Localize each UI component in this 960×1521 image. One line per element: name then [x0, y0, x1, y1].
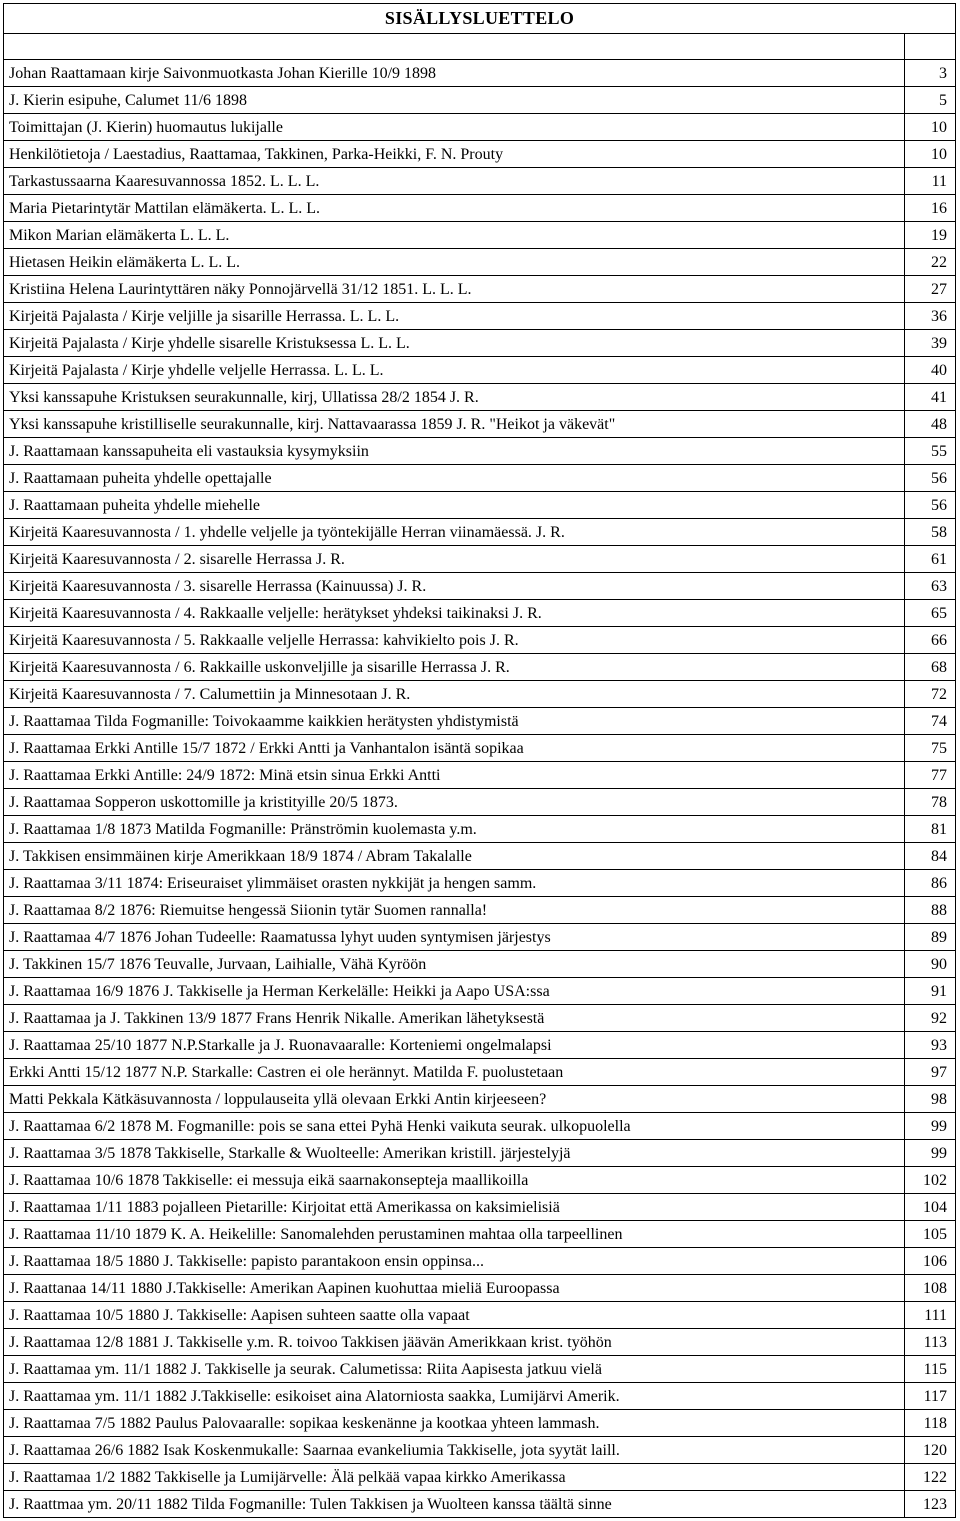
toc-entry-title: J. Raattamaa 12/8 1881 J. Takkiselle y.m. R. toivoo Takkisen jäävän Amerikkaan krist. työhön [4, 1329, 905, 1356]
toc-page-number: 27 [905, 276, 956, 303]
toc-entry-title: Maria Pietarintytär Mattilan elämäkerta. L. L. L. [4, 195, 905, 222]
toc-page-number: 97 [905, 1059, 956, 1086]
toc-page-number: 77 [905, 762, 956, 789]
toc-page-number: 91 [905, 978, 956, 1005]
toc-entry-title: J. Raattamaan puheita yhdelle opettajalle [4, 465, 905, 492]
toc-row [4, 789, 956, 816]
toc-page-number: 40 [905, 357, 956, 384]
toc-page-number: 81 [905, 816, 956, 843]
toc-entry-title: J. Raattamaa Erkki Antille 15/7 1872 / Erkki Antti ja Vanhantalon isäntä sopikaa [4, 735, 905, 762]
toc-page-number: 74 [905, 708, 956, 735]
toc-entry-title: Matti Pekkala Kätkäsuvannosta / loppulauseita yllä olevaan Erkki Antin kirjeeseen? [4, 1086, 905, 1113]
toc-page-number: 10 [905, 114, 956, 141]
toc-page-number: 99 [905, 1113, 956, 1140]
toc-row [4, 141, 956, 168]
toc-page-number: 115 [905, 1356, 956, 1383]
toc-page-number: 86 [905, 870, 956, 897]
toc-entry-title: J. Raattamaa 3/11 1874: Eriseuraiset ylimmäiset orasten nykkijät ja hengen samm. [4, 870, 905, 897]
toc-entry-title: J. Raattamaa 6/2 1878 M. Fogmanille: pois se sana ettei Pyhä Henki vaikuta seurak. ulkopuolella [4, 1113, 905, 1140]
toc-entry-title: J. Raattamaa 1/11 1883 pojalleen Pietarille: Kirjoitat että Amerikassa on kaksimielisiä [4, 1194, 905, 1221]
blank-row [4, 34, 956, 60]
toc-page-number: 72 [905, 681, 956, 708]
toc-entry-title: J. Raattamaa 1/8 1873 Matilda Fogmanille: Pränströmin kuolemasta y.m. [4, 816, 905, 843]
toc-page-number: 104 [905, 1194, 956, 1221]
toc-row [4, 276, 956, 303]
toc-row [4, 1032, 956, 1059]
toc-row [4, 222, 956, 249]
toc-row [4, 1005, 956, 1032]
toc-row [4, 60, 956, 87]
toc-page-number: 122 [905, 1464, 956, 1491]
toc-entry-title: J. Raattamaa Erkki Antille: 24/9 1872: Minä etsin sinua Erkki Antti [4, 762, 905, 789]
toc-page-number: 58 [905, 519, 956, 546]
toc-entry-title: Kirjeitä Kaaresuvannosta / 4. Rakkaalle veljelle: herätykset yhdeksi taikinaksi J. R. [4, 600, 905, 627]
toc-row [4, 519, 956, 546]
toc-entry-title: Kirjeitä Kaaresuvannosta / 5. Rakkaalle veljelle Herrassa: kahvikielto pois J. R. [4, 627, 905, 654]
toc-entry-title: Johan Raattamaan kirje Saivonmuotkasta Johan Kierille 10/9 1898 [4, 60, 905, 87]
toc-row [4, 438, 956, 465]
toc-page-number: 3 [905, 60, 956, 87]
toc-page-number: 55 [905, 438, 956, 465]
toc-row [4, 330, 956, 357]
toc-page-number: 56 [905, 492, 956, 519]
toc-page-number: 123 [905, 1491, 956, 1518]
toc-row [4, 168, 956, 195]
toc-entry-title: Kristiina Helena Laurintyttären näky Ponnojärvellä 31/12 1851. L. L. L. [4, 276, 905, 303]
toc-page-number: 106 [905, 1248, 956, 1275]
toc-row [4, 924, 956, 951]
toc-row [4, 492, 956, 519]
toc-row [4, 195, 956, 222]
toc-page-number: 98 [905, 1086, 956, 1113]
toc-row [4, 870, 956, 897]
toc-entry-title: J. Raattamaa 7/5 1882 Paulus Palovaaralle: sopikaa keskenänne ja kootkaa yhteen lammash. [4, 1410, 905, 1437]
toc-entry-title: J. Raattamaa ja J. Takkinen 13/9 1877 Frans Henrik Nikalle. Amerikan lähetyksestä [4, 1005, 905, 1032]
toc-row [4, 1059, 956, 1086]
toc-entry-title: Tarkastussaarna Kaaresuvannossa 1852. L. L. L. [4, 168, 905, 195]
toc-row [4, 1302, 956, 1329]
toc-page-number: 66 [905, 627, 956, 654]
toc-page-number: 92 [905, 1005, 956, 1032]
toc-row [4, 843, 956, 870]
toc-page-number: 41 [905, 384, 956, 411]
toc-entry-title: J. Kierin esipuhe, Calumet 11/6 1898 [4, 87, 905, 114]
toc-row [4, 249, 956, 276]
toc-entry-title: J. Raattamaa Tilda Fogmanille: Toivokaamme kaikkien herätysten yhdistymistä [4, 708, 905, 735]
toc-entry-title: Kirjeitä Kaaresuvannosta / 1. yhdelle veljelle ja työntekijälle Herran viinamäessä. J. R. [4, 519, 905, 546]
page-title: SISÄLLYSLUETTELO [4, 4, 956, 34]
toc-entry-title: J. Raattamaa ym. 11/1 1882 J.Takkiselle: esikoiset aina Alatorniosta saakka, Lumijärvi Amerik. [4, 1383, 905, 1410]
blank-cell [4, 34, 905, 60]
toc-page-number: 75 [905, 735, 956, 762]
toc-page-number: 84 [905, 843, 956, 870]
toc-entry-title: J. Raattamaa 10/6 1878 Takkiselle: ei messuja eikä saarnakonsepteja maallikoilla [4, 1167, 905, 1194]
toc-entry-title: Kirjeitä Kaaresuvannosta / 6. Rakkaille uskonveljille ja sisarille Herrassa J. R. [4, 654, 905, 681]
toc-row [4, 357, 956, 384]
toc-row [4, 1275, 956, 1302]
toc-row [4, 1464, 956, 1491]
toc-entry-title: Kirjeitä Kaaresuvannosta / 2. sisarelle Herrassa J. R. [4, 546, 905, 573]
toc-entry-title: J. Takkinen 15/7 1876 Teuvalle, Jurvaan, Laihialle, Vähä Kyröön [4, 951, 905, 978]
toc-row [4, 1437, 956, 1464]
toc-page-number: 117 [905, 1383, 956, 1410]
toc-row [4, 114, 956, 141]
toc-entry-title: Henkilötietoja / Laestadius, Raattamaa, Takkinen, Parka-Heikki, F. N. Prouty [4, 141, 905, 168]
toc-row [4, 1167, 956, 1194]
toc-entry-title: Toimittajan (J. Kierin) huomautus lukijalle [4, 114, 905, 141]
toc-page-number: 118 [905, 1410, 956, 1437]
toc-page-number: 113 [905, 1329, 956, 1356]
toc-page-number: 11 [905, 168, 956, 195]
toc-entry-title: Erkki Antti 15/12 1877 N.P. Starkalle: Castren ei ole herännyt. Matilda F. puolustetaan [4, 1059, 905, 1086]
toc-row [4, 735, 956, 762]
toc-row [4, 897, 956, 924]
toc-row [4, 951, 956, 978]
toc-page-number: 48 [905, 411, 956, 438]
toc-entry-title: J. Raattamaa 26/6 1882 Isak Koskenmukalle: Saarnaa evankeliumia Takkiselle, jota syytät laill. [4, 1437, 905, 1464]
toc-entry-title: J. Raattamaa 11/10 1879 K. A. Heikelille: Sanomalehden perustaminen mahtaa olla tarpeellinen [4, 1221, 905, 1248]
toc-row [4, 681, 956, 708]
toc-page-number: 19 [905, 222, 956, 249]
toc-page-number: 65 [905, 600, 956, 627]
toc-row [4, 546, 956, 573]
toc-entry-title: Hietasen Heikin elämäkerta L. L. L. [4, 249, 905, 276]
toc-page-number: 102 [905, 1167, 956, 1194]
toc-page-number: 108 [905, 1275, 956, 1302]
toc-row [4, 1140, 956, 1167]
toc-row [4, 654, 956, 681]
toc-entry-title: J. Raattamaan kanssapuheita eli vastauksia kysymyksiin [4, 438, 905, 465]
toc-row [4, 600, 956, 627]
toc-entry-title: J. Raattamaa 3/5 1878 Takkiselle, Starkalle & Wuolteelle: Amerikan kristill. järjestelyjä [4, 1140, 905, 1167]
table-of-contents [3, 3, 956, 1518]
toc-row [4, 1221, 956, 1248]
toc-row [4, 411, 956, 438]
toc-row [4, 1383, 956, 1410]
toc-page-number: 36 [905, 303, 956, 330]
toc-row [4, 1113, 956, 1140]
toc-entry-title: J. Raattamaa 10/5 1880 J. Takkiselle: Aapisen suhteen saatte olla vapaat [4, 1302, 905, 1329]
toc-row [4, 978, 956, 1005]
toc-row [4, 816, 956, 843]
toc-row [4, 1194, 956, 1221]
toc-entry-title: Kirjeitä Pajalasta / Kirje yhdelle veljelle Herrassa. L. L. L. [4, 357, 905, 384]
toc-entry-title: Yksi kanssapuhe kristilliselle seurakunnalle, kirj. Nattavaarassa 1859 J. R. "Heikot ja väkevät" [4, 411, 905, 438]
toc-entry-title: Mikon Marian elämäkerta L. L. L. [4, 222, 905, 249]
toc-entry-title: J. Raattamaa 4/7 1876 Johan Tudeelle: Raamatussa lyhyt uuden syntymisen järjestys [4, 924, 905, 951]
toc-entry-title: J. Raattamaa 1/2 1882 Takkiselle ja Lumijärvelle: Älä pelkää vapaa kirkko Amerikassa [4, 1464, 905, 1491]
toc-page-number: 93 [905, 1032, 956, 1059]
toc-page-number: 10 [905, 141, 956, 168]
toc-row [4, 1329, 956, 1356]
toc-row [4, 627, 956, 654]
toc-entry-title: J. Takkisen ensimmäinen kirje Amerikkaan 18/9 1874 / Abram Takalalle [4, 843, 905, 870]
toc-page-number: 39 [905, 330, 956, 357]
toc-entry-title: J. Raattamaa Sopperon uskottomille ja kristityille 20/5 1873. [4, 789, 905, 816]
toc-page-number: 89 [905, 924, 956, 951]
toc-row [4, 303, 956, 330]
toc-entry-title: J. Raattamaa 25/10 1877 N.P.Starkalle ja J. Ruonavaaralle: Korteniemi ongelmalapsi [4, 1032, 905, 1059]
toc-entry-title: J. Raattamaa 18/5 1880 J. Takkiselle: papisto parantakoon ensin oppinsa... [4, 1248, 905, 1275]
toc-page-number: 16 [905, 195, 956, 222]
toc-row [4, 1248, 956, 1275]
toc-entry-title: J. Raattanaa 14/11 1880 J.Takkiselle: Amerikan Aapinen kuohuttaa mieliä Euroopassa [4, 1275, 905, 1302]
blank-cell [905, 34, 956, 60]
toc-page-number: 88 [905, 897, 956, 924]
toc-entry-title: Kirjeitä Kaaresuvannosta / 7. Calumettiin ja Minnesotaan J. R. [4, 681, 905, 708]
toc-entry-title: Kirjeitä Pajalasta / Kirje yhdelle sisarelle Kristuksessa L. L. L. [4, 330, 905, 357]
toc-entry-title: J. Raattamaa ym. 11/1 1882 J. Takkiselle ja seurak. Calumetissa: Riita Aapisesta jatkuu vielä [4, 1356, 905, 1383]
toc-page-number: 63 [905, 573, 956, 600]
toc-body [4, 4, 956, 1518]
toc-entry-title: Kirjeitä Pajalasta / Kirje veljille ja sisarille Herrassa. L. L. L. [4, 303, 905, 330]
toc-entry-title: Yksi kanssapuhe Kristuksen seurakunnalle, kirj, Ullatissa 28/2 1854 J. R. [4, 384, 905, 411]
toc-entry-title: Kirjeitä Kaaresuvannosta / 3. sisarelle Herrassa (Kainuussa) J. R. [4, 573, 905, 600]
toc-entry-title: J. Raattamaa 8/2 1876: Riemuitse hengessä Siionin tytär Suomen rannalla! [4, 897, 905, 924]
toc-page-number: 111 [905, 1302, 956, 1329]
toc-entry-title: J. Raattamaa 16/9 1876 J. Takkiselle ja Herman Kerkelälle: Heikki ja Aapo USA:ssa [4, 978, 905, 1005]
toc-row [4, 708, 956, 735]
toc-page-number: 56 [905, 465, 956, 492]
toc-page-number: 105 [905, 1221, 956, 1248]
toc-row [4, 573, 956, 600]
toc-entry-title: J. Raattmaa ym. 20/11 1882 Tilda Fogmanille: Tulen Takkisen ja Wuolteen kanssa täältä sinne [4, 1491, 905, 1518]
toc-entry-title: J. Raattamaan puheita yhdelle miehelle [4, 492, 905, 519]
toc-row [4, 1356, 956, 1383]
toc-page-number: 22 [905, 249, 956, 276]
toc-page-number: 61 [905, 546, 956, 573]
toc-row [4, 1410, 956, 1437]
toc-row [4, 87, 956, 114]
toc-row [4, 465, 956, 492]
toc-page-number: 120 [905, 1437, 956, 1464]
title-row [4, 4, 956, 34]
toc-row [4, 762, 956, 789]
toc-page-number: 5 [905, 87, 956, 114]
toc-row [4, 1491, 956, 1518]
toc-row [4, 1086, 956, 1113]
toc-page-number: 99 [905, 1140, 956, 1167]
toc-page-number: 78 [905, 789, 956, 816]
toc-page-number: 68 [905, 654, 956, 681]
toc-row [4, 384, 956, 411]
toc-page-number: 90 [905, 951, 956, 978]
